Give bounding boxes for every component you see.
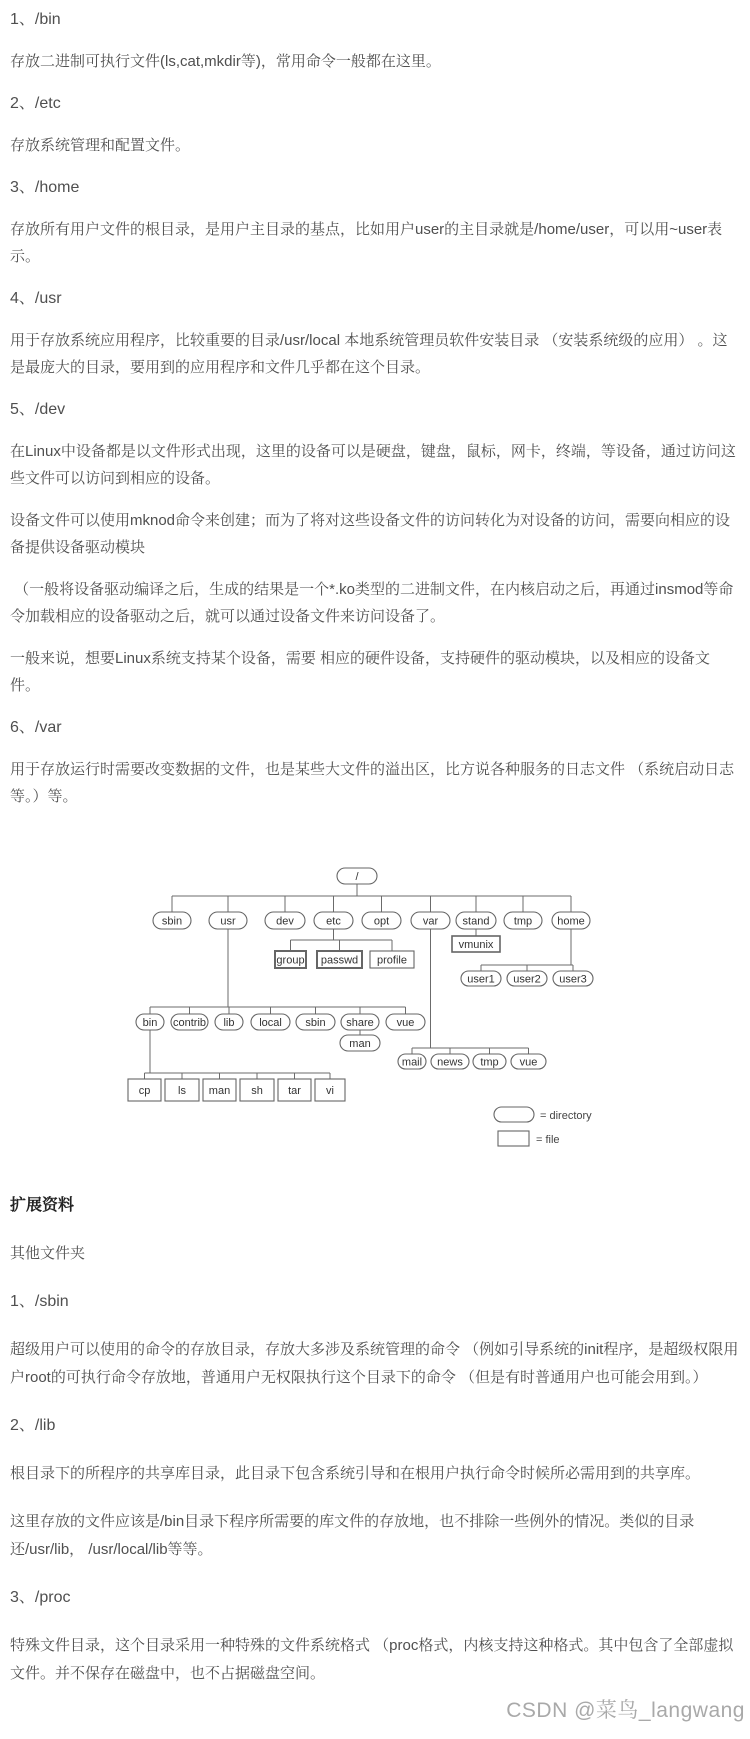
tree-node-etc bbox=[314, 912, 353, 929]
svg-text:stand: stand bbox=[462, 915, 490, 928]
tree-node-passwd bbox=[317, 951, 362, 968]
para-bin: 存放二进制可执行文件(ls,cat,mkdir等)，常用命令一般都在这里。 bbox=[10, 53, 441, 70]
tree-node-usr bbox=[209, 912, 247, 929]
svg-text:share: share bbox=[346, 1017, 374, 1029]
legend-file bbox=[498, 1131, 560, 1146]
svg-text:= file: = file bbox=[536, 1134, 560, 1146]
tree-node-opt bbox=[362, 912, 401, 929]
extended-info-section bbox=[10, 1192, 740, 1688]
tree-node-share bbox=[341, 1014, 379, 1030]
para-lib-2: 这里存放的文件应该是/bin目录下程序所需要的库文件的存放地，也不排除一些例外的情况。类似的目录还/usr/lib， /usr/local/lib等等。 bbox=[10, 1513, 695, 1558]
svg-text:sbin: sbin bbox=[305, 1017, 326, 1029]
tree-edges-root bbox=[172, 884, 571, 912]
tree-node-dev bbox=[265, 912, 305, 929]
svg-text:profile: profile bbox=[377, 954, 407, 967]
para-other-folders: 其他文件夹 bbox=[10, 1245, 86, 1262]
svg-text:usr: usr bbox=[220, 915, 236, 928]
svg-text:bin: bin bbox=[142, 1017, 158, 1029]
svg-text:user2: user2 bbox=[513, 973, 541, 986]
para-var: 用于存放运行时需要改变数据的文件，也是某些大文件的溢出区，比方说各种服务的日志文件 （系统启动日志等。）等。 bbox=[10, 761, 735, 805]
svg-text:cp: cp bbox=[138, 1085, 151, 1097]
tree-node-user2 bbox=[507, 971, 547, 986]
svg-text:var: var bbox=[422, 915, 439, 928]
para-dev-2: 设备文件可以使用mknod命令来创建；而为了将对这些设备文件的访问转化为对设备的访问，需要向相应的设备提供设备驱动模块 bbox=[10, 512, 731, 556]
para-proc: 特殊文件目录，这个目录采用一种特殊的文件系统格式 （proc格式，内核支持这种格式。其中包含了全部虚拟文件。并不保存在磁盘中，也不占据磁盘空间。 bbox=[10, 1637, 734, 1682]
tree-node-bin-man bbox=[203, 1079, 236, 1101]
svg-text:sbin: sbin bbox=[161, 915, 183, 928]
tree-node-cp bbox=[128, 1079, 161, 1101]
tree-node-news bbox=[431, 1054, 469, 1069]
heading-bin: 1、/bin bbox=[10, 11, 61, 28]
tree-node-man bbox=[340, 1035, 380, 1051]
svg-text:vi: vi bbox=[326, 1085, 334, 1097]
tree-node-var bbox=[411, 912, 450, 929]
svg-text:sh: sh bbox=[251, 1085, 263, 1097]
tree-node-ls bbox=[165, 1079, 199, 1101]
para-lib-1: 根目录下的所程序的共享库目录，此目录下包含系统引导和在根用户执行命令时候所必需用到的共享库。 bbox=[10, 1465, 701, 1482]
tree-node-lib bbox=[215, 1014, 243, 1030]
svg-text:tmp: tmp bbox=[480, 1056, 499, 1069]
tree-node-var-vue bbox=[511, 1054, 546, 1069]
tree-node-tar bbox=[278, 1079, 311, 1101]
heading-lib: 2、/lib bbox=[10, 1417, 56, 1434]
svg-text:tar: tar bbox=[288, 1085, 301, 1097]
filesystem-tree-diagram bbox=[116, 866, 676, 1166]
svg-text:man: man bbox=[349, 1038, 371, 1050]
para-sbin: 超级用户可以使用的命令的存放目录，存放大多涉及系统管理的命令 （例如引导系统的init程序，是超级权限用户root的可执行命令存放地，普通用户无权限执行这个目录下的命令 （但是有时普通用户也可能会用到。） bbox=[10, 1341, 739, 1386]
tree-node-user1 bbox=[461, 971, 501, 986]
para-home: 存放所有用户文件的根目录，是用户主目录的基点，比如用户user的主目录就是/home/user，可以用~user表示。 bbox=[10, 221, 723, 265]
heading-proc: 3、/proc bbox=[10, 1589, 71, 1606]
tree-edges-bin bbox=[145, 1030, 331, 1079]
tree-node-vmunix bbox=[452, 936, 500, 952]
svg-text:vue: vue bbox=[519, 1056, 538, 1069]
tree-node-sbin bbox=[153, 912, 191, 929]
heading-var: 6、/var bbox=[10, 719, 62, 736]
svg-text:dev: dev bbox=[276, 915, 294, 928]
filesystem-tree-svg bbox=[116, 866, 676, 1161]
tree-node-profile bbox=[370, 951, 414, 968]
svg-text:etc: etc bbox=[326, 915, 341, 928]
tree-node-usr-bin bbox=[136, 1014, 164, 1030]
tree-node-usr-vue bbox=[386, 1014, 425, 1030]
tree-node-var-tmp bbox=[473, 1054, 506, 1069]
svg-text:lib: lib bbox=[223, 1017, 235, 1029]
svg-text:contrib: contrib bbox=[172, 1017, 207, 1029]
svg-text:home: home bbox=[557, 915, 585, 928]
heading-sbin: 1、/sbin bbox=[10, 1293, 69, 1310]
svg-text:mail: mail bbox=[401, 1056, 423, 1069]
svg-text:local: local bbox=[259, 1017, 282, 1029]
tree-node-usr-sbin bbox=[296, 1014, 335, 1030]
svg-text:vmunix: vmunix bbox=[458, 939, 494, 951]
tree-node-contrib bbox=[171, 1014, 208, 1030]
tree-node-root bbox=[337, 868, 377, 884]
legend-directory bbox=[494, 1107, 592, 1122]
svg-text:news: news bbox=[437, 1056, 463, 1069]
para-dev-1: 在Linux中设备都是以文件形式出现，这里的设备可以是硬盘，键盘，鼠标，网卡，终端，等设备，通过访问这些文件可以访问到相应的设备。 bbox=[10, 443, 736, 487]
svg-text:/: / bbox=[355, 871, 359, 883]
tree-node-home bbox=[552, 912, 590, 929]
tree-node-stand bbox=[456, 912, 496, 929]
svg-text:opt: opt bbox=[373, 915, 390, 928]
tree-edges-usr bbox=[150, 929, 406, 1014]
para-usr: 用于存放系统应用程序，比较重要的目录/usr/local 本地系统管理员软件安装目录 （安装系统级的应用） 。这是最庞大的目录，要用到的应用程序和文件几乎都在这个目录。 bbox=[10, 332, 728, 376]
tree-node-sh bbox=[240, 1079, 274, 1101]
svg-text:man: man bbox=[208, 1085, 231, 1097]
tree-node-tmp bbox=[504, 912, 542, 929]
para-dev-3: （一般将设备驱动编译之后，生成的结果是一个*.ko类型的二进制文件，在内核启动之后，再通过insmod等命令加载相应的设备驱动之后，就可以通过设备文件来访问设备了。 bbox=[10, 581, 734, 625]
tree-node-user3 bbox=[553, 971, 593, 986]
heading-usr: 4、/usr bbox=[10, 290, 62, 307]
tree-edges-etc bbox=[291, 929, 393, 951]
tree-node-group bbox=[275, 951, 306, 968]
tree-node-local bbox=[251, 1014, 290, 1030]
csdn-watermark: CSDN @菜鸟_langwang bbox=[506, 1699, 745, 1722]
svg-text:ls: ls bbox=[178, 1085, 186, 1097]
svg-text:user1: user1 bbox=[467, 973, 495, 986]
heading-home: 3、/home bbox=[10, 179, 80, 196]
heading-etc: 2、/etc bbox=[10, 95, 61, 112]
para-etc: 存放系统管理和配置文件。 bbox=[10, 137, 191, 154]
tree-node-vi bbox=[315, 1079, 345, 1101]
heading-dev: 5、/dev bbox=[10, 401, 66, 418]
heading-extended-info: 扩展资料 bbox=[10, 1197, 75, 1214]
para-dev-4: 一般来说，想要Linux系统支持某个设备，需要 相应的硬件设备，支持硬件的驱动模块，以及相应的设备文件。 bbox=[10, 650, 711, 694]
svg-text:= directory: = directory bbox=[540, 1110, 592, 1122]
svg-text:user3: user3 bbox=[559, 973, 587, 986]
svg-text:group: group bbox=[276, 954, 305, 967]
svg-text:tmp: tmp bbox=[513, 915, 533, 928]
svg-text:vue: vue bbox=[396, 1017, 415, 1029]
svg-text:passwd: passwd bbox=[320, 954, 359, 967]
tree-node-mail bbox=[398, 1054, 426, 1069]
